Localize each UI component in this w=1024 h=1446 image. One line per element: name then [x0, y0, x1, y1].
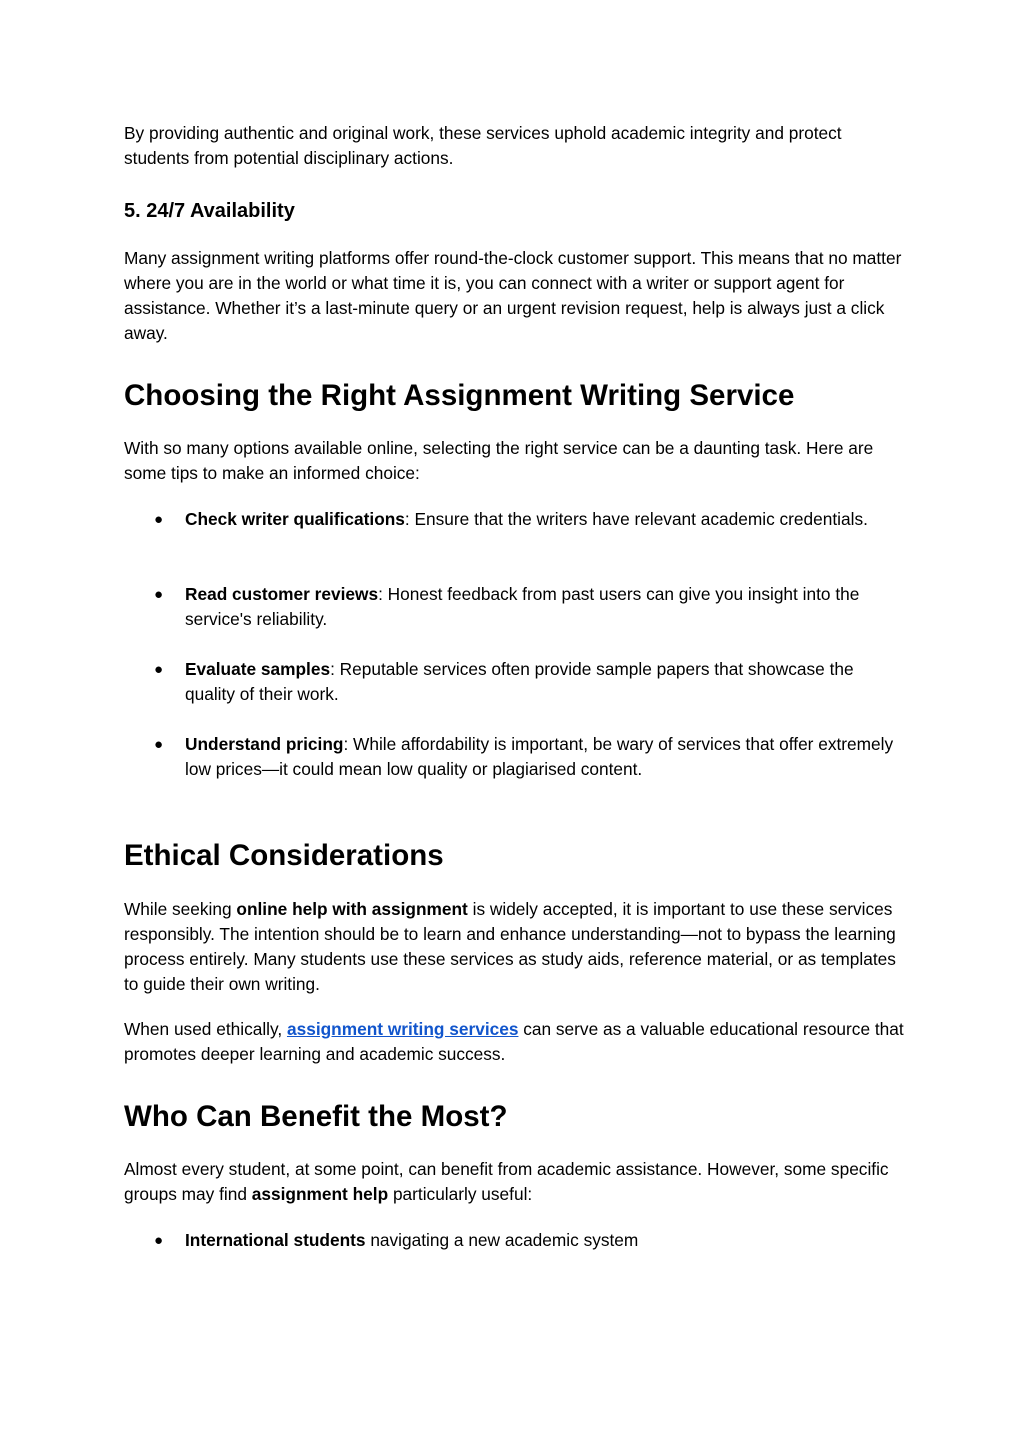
ethical-link-text-start: When used ethically,: [124, 1019, 287, 1039]
ethical-paragraph: [124, 897, 904, 997]
benefit-text-start: Almost every student, at some point, can benefit from academic assistance. However, some specific groups may find: [124, 1159, 889, 1204]
ethical-text-start: While seeking: [124, 899, 237, 919]
list-item: [154, 732, 905, 782]
benefit-bold-phrase: assignment help: [251, 1184, 389, 1204]
intro-paragraph: By providing authentic and original work, these services uphold academic integrity and protect students from potential disciplinary actions.: [124, 123, 842, 168]
tip-text: : While affordability is important, be wary of services that offer extremely low prices—it could mean low quality or plagiarised content.: [185, 734, 894, 779]
tip-text: : Honest feedback from past users can give you insight into the service's reliability.: [185, 584, 860, 629]
bullet-icon: ●: [154, 661, 164, 678]
benefit-text-end: particularly useful:: [388, 1184, 533, 1204]
choosing-heading: Choosing the Right Assignment Writing Service: [124, 379, 795, 412]
choosing-paragraph: With so many options available online, selecting the right service can be a daunting task. Here are some tips to make an informed choice:: [124, 438, 874, 483]
availability-heading: 5. 24/7 Availability: [124, 200, 295, 222]
bullet-icon: ●: [154, 511, 164, 528]
ethical-heading: Ethical Considerations: [124, 839, 444, 872]
bullet-icon: ●: [154, 1232, 164, 1249]
availability-paragraph: Many assignment writing platforms offer round-the-clock customer support. This means that no matter where you are in the world or what time it is, you can connect with a writer or support agent for assistance. Whether it’s a last-minute query or an urgent revision request, help is always just a click away.: [124, 248, 902, 343]
list-item: [154, 1228, 905, 1253]
ethical-link-text-end: can serve as a valuable educational resource that promotes deeper learning and academic success.: [124, 1019, 904, 1064]
ethical-bold-phrase: online help with assignment: [236, 899, 468, 919]
bullet-icon: ●: [154, 736, 164, 753]
list-item: [154, 582, 905, 632]
ethical-text-end: is widely accepted, it is important to use these services responsibly. The intention should be to learn and enhance understanding—not to bypass the learning process entirely. Many students use these services as study aids, reference material, or as templates to guide their own writing.: [124, 899, 896, 994]
list-item: [154, 657, 905, 707]
tip-title: Evaluate samples: [185, 659, 331, 679]
tip-title: Understand pricing: [185, 734, 344, 754]
group-text: navigating a new academic system: [365, 1230, 639, 1250]
tip-text: : Reputable services often provide sample papers that showcase the quality of their work.: [185, 659, 854, 704]
tip-title: Check writer qualifications: [185, 509, 405, 529]
assignment-writing-services-link[interactable]: assignment writing services: [286, 1019, 519, 1039]
list-item: [154, 507, 905, 532]
benefit-heading: Who Can Benefit the Most?: [124, 1100, 508, 1133]
tip-title: Read customer reviews: [185, 584, 379, 604]
group-title: International students: [185, 1230, 366, 1250]
tip-text: : Ensure that the writers have relevant academic credentials.: [404, 509, 868, 529]
ethical-link-paragraph: [124, 1017, 904, 1067]
benefit-paragraph: [124, 1157, 904, 1207]
bullet-icon: ●: [154, 586, 164, 603]
